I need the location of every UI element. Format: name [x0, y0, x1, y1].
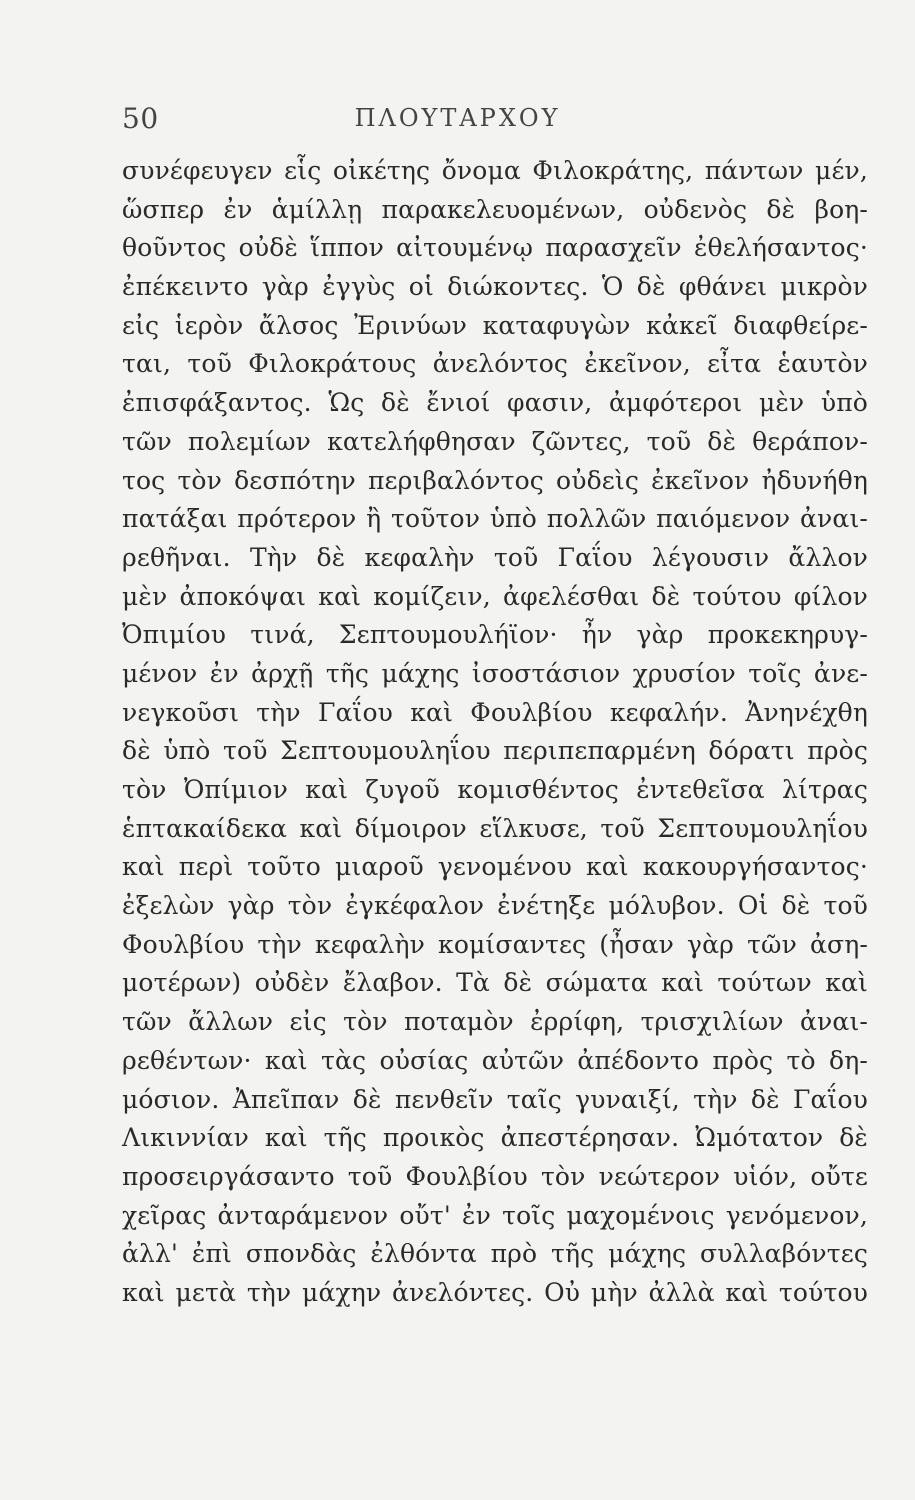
- text-line: θοῦντος οὐδὲ ἵππον αἰτουμένῳ παρασχεῖν ἐθελήσαντος·: [122, 233, 868, 263]
- text-line: ρεθέντων· καὶ τὰς οὐσίας αὐτῶν ἀπέδοντο πρὸς τὸ δη-: [122, 1045, 868, 1075]
- text-line: ρεθῆναι. Τὴν δὲ κεφαλὴν τοῦ Γαΐου λέγουσιν ἄλλον: [122, 542, 868, 572]
- text-line: τῶν πολεμίων κατελήφθησαν ζῶντες, τοῦ δὲ θεράπον-: [122, 426, 868, 456]
- page-number: 50: [122, 102, 159, 135]
- running-title: ΠΛΟΥΤΑΡΧΟΥ: [354, 104, 561, 132]
- text-line: ἀλλ' ἐπὶ σπονδὰς ἐλθόντα πρὸ τῆς μάχης συλλαβόντες: [122, 1239, 868, 1269]
- text-line: μὲν ἀποκόψαι καὶ κομίζειν, ἀφελέσθαι δὲ τούτου φίλον: [122, 581, 868, 611]
- text-line: ἐξελὼν γὰρ τὸν ἐγκέφαλον ἐνέτηξε μόλυβον. Οἱ δὲ τοῦ: [122, 891, 868, 921]
- text-line: τῶν ἄλλων εἰς τὸν ποταμὸν ἐρρίφη, τρισχιλίων ἀναι-: [122, 1007, 868, 1037]
- text-line: προσειργάσαντο τοῦ Φουλβίου τὸν νεώτερον υἱόν, οὔτε: [122, 1161, 868, 1191]
- text-line: μένον ἐν ἀρχῇ τῆς μάχης ἰσοστάσιον χρυσίον τοῖς ἀνε-: [122, 658, 868, 688]
- text-line: ἐπέκειντο γὰρ ἐγγὺς οἱ διώκοντες. Ὁ δὲ φθάνει μικρὸν: [122, 272, 868, 302]
- text-line: ὥσπερ ἐν ἁμίλλῃ παρακελευομένων, οὐδενὸς δὲ βοη-: [122, 194, 868, 224]
- text-line: χεῖρας ἀνταράμενον οὔτ' ἐν τοῖς μαχομένοις γενόμενον,: [122, 1200, 868, 1230]
- text-line: Λικιννίαν καὶ τῆς προικὸς ἀπεστέρησαν. Ὠμότατον δὲ: [122, 1123, 868, 1153]
- text-line: συνέφευγεν εἷς οἰκέτης ὄνομα Φιλοκράτης, πάντων μέν,: [122, 156, 868, 185]
- text-line: καὶ περὶ τοῦτο μιαροῦ γενομένου καὶ κακουργήσαντος·: [122, 852, 868, 882]
- text-line: ται, τοῦ Φιλοκράτους ἀνελόντος ἐκεῖνον, εἶτα ἑαυτὸν: [122, 349, 868, 379]
- text-line: Φουλβίου τὴν κεφαλὴν κομίσαντες (ἦσαν γὰρ τῶν ἀση-: [122, 929, 868, 959]
- text-line: Ὀπιμίου τινά, Σεπτουμουλήϊον· ἦν γὰρ προκεκηρυγ-: [122, 620, 868, 650]
- text-line: ἐπισφάξαντος. Ὡς δὲ ἔνιοί φασιν, ἀμφότεροι μὲν ὑπὸ: [122, 388, 868, 418]
- text-line: ἑπτακαίδεκα καὶ δίμοιρον εἵλκυσε, τοῦ Σεπτουμουληΐου: [122, 813, 868, 843]
- text-line: καὶ μετὰ τὴν μάχην ἀνελόντες. Οὐ μὴν ἀλλὰ καὶ τούτου: [122, 1277, 868, 1307]
- text-line: τος τὸν δεσπότην περιβαλόντος οὐδεὶς ἐκεῖνον ἠδυνήθη: [122, 465, 868, 495]
- text-line: νεγκοῦσι τὴν Γαΐου καὶ Φουλβίου κεφαλήν. Ἀνηνέχθη: [122, 697, 868, 727]
- text-line: πατάξαι πρότερον ἢ τοῦτον ὑπὸ πολλῶν παιόμενον ἀναι-: [122, 504, 868, 534]
- text-line: δὲ ὑπὸ τοῦ Σεπτουμουληΐου περιπεπαρμένη δόρατι πρὸς: [122, 736, 868, 766]
- body-text: [122, 152, 868, 1313]
- text-line: εἰς ἱερὸν ἄλσος Ἐρινύων καταφυγὼν κἀκεῖ διαφθείρε-: [122, 310, 868, 340]
- text-line: μοτέρων) οὐδὲν ἔλαβον. Τὰ δὲ σώματα καὶ τούτων καὶ: [122, 968, 868, 998]
- text-line: μόσιον. Ἀπεῖπαν δὲ πενθεῖν ταῖς γυναιξί, τὴν δὲ Γαΐου: [122, 1084, 868, 1114]
- text-line: τὸν Ὀπίμιον καὶ ζυγοῦ κομισθέντος ἐντεθεῖσα λίτρας: [122, 775, 868, 804]
